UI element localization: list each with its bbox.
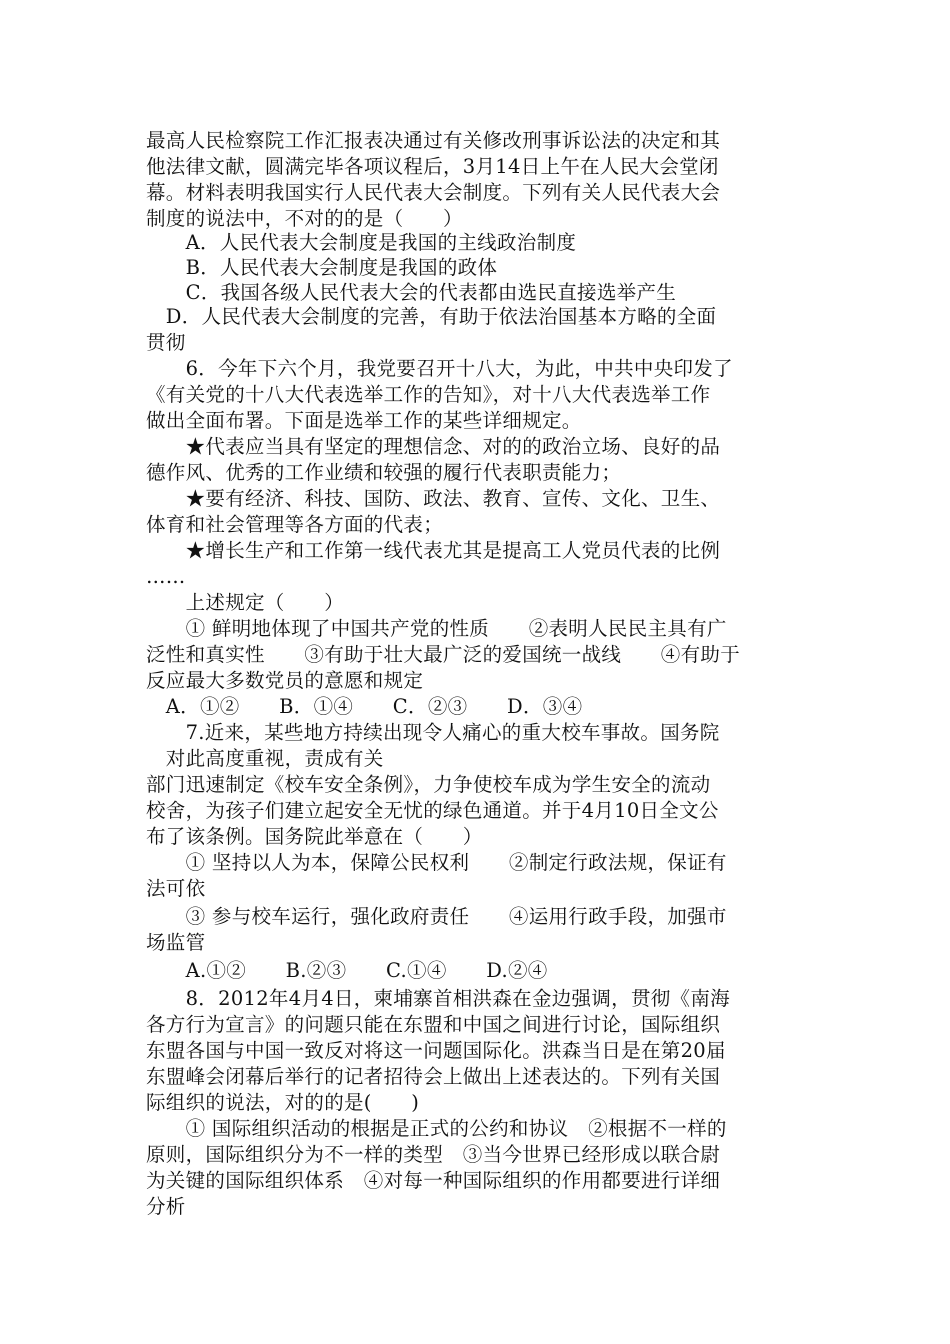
text-line: 《有关党的十八大代表选举工作的告知》，对十八大代表选举工作 [146,383,711,406]
text-line: 原则，国际组织分为不一样的类型 ③当今世界已经形成以联合尉 [146,1143,721,1166]
text-line: 反应最大多数党员的意愿和规定 [146,669,424,692]
text-line: 际组织的说法，对的的是( ) [146,1091,420,1114]
text-line: 8．2012年4月4日，柬埔寨首相洪森在金边强调，贯彻《南海 [146,987,730,1010]
text-line: 为关键的国际组织体系 ④对每一种国际组织的作用都要进行详细 [146,1169,721,1192]
text-line: 分析 [146,1195,186,1218]
text-line: ★增长生产和工作第一线代表尤其是提高工人党员代表的比例 [146,539,721,562]
text-line: 法可依 [146,877,206,900]
text-line: 做出全面布署。下面是选举工作的某些详细规定。 [146,409,582,432]
text-line: 校舍，为孩子们建立起安全无忧的绿色通道。并于4月10日全文公 [146,799,719,822]
text-line: 体育和社会管理等各方面的代表； [146,513,444,536]
text-line: 泛性和真实性 ③有助于壮大最广泛的爱国统一战线 ④有助于 [146,643,741,666]
text-line: ★代表应当具有坚定的理想信念、对的的政治立场、良好的品 [146,435,721,458]
text-line: 各方行为宣言》的问题只能在东盟和中国之间进行讨论，国际组织 [146,1013,721,1036]
text-line: A．①② B．①④ C．②③ D．③④ [146,695,583,718]
text-line: 贯彻 [146,331,186,354]
text-line: ① 坚持以人为本，保障公民权利 ②制定行政法规，保证有 [146,851,727,874]
text-line: 6．今年下六个月，我党要召开十八大，为此，中共中央印发了 [146,357,733,380]
text-line: 最高人民检察院工作汇报表决通过有关修改刑事诉讼法的决定和其 [146,129,721,152]
text-line: 场监管 [146,931,206,954]
text-line: ③ 参与校车运行，强化政府责任 ④运用行政手段，加强市 [146,905,727,928]
text-line: 上述规定（ ） [146,591,345,614]
text-line: ★要有经济、科技、国防、政法、教育、宣传、文化、卫生、 [146,487,721,510]
text-line: D．人民代表大会制度的完善，有助于依法治国基本方略的全面 [146,305,717,328]
text-line: A.①② B.②③ C.①④ D.②④ [146,959,548,982]
text-line: …… [146,565,186,588]
text-line: 布了该条例。国务院此举意在（ ） [146,825,483,848]
text-line: C．我国各级人民代表大会的代表都由选民直接选举产生 [146,281,677,304]
text-line: 对此高度重视，责成有关 [146,747,384,770]
text-line: 东盟峰会闭幕后举行的记者招待会上做出上述表达的。下列有关国 [146,1065,721,1088]
text-line: 他法律文献，圆满完毕各项议程后，3月14日上午在人民大会堂闭 [146,155,719,178]
text-line: 7.近来，某些地方持续出现令人痛心的重大校车事故。国务院 [146,721,720,744]
text-line: 东盟各国与中国一致反对将这一问题国际化。洪森当日是在第20届 [146,1039,726,1062]
text-line: 部门迅速制定《校车安全条例》，力争使校车成为学生安全的流动 [146,773,711,796]
text-line: B．人民代表大会制度是我国的政体 [146,256,498,279]
text-line: A．人民代表大会制度是我国的主线政治制度 [146,231,577,254]
text-line: ① 国际组织活动的根据是正式的公约和协议 ②根据不一样的 [146,1117,727,1140]
text-line: 制度的说法中，不对的的是（ ） [146,207,463,230]
text-line: 德作风、优秀的工作业绩和较强的履行代表职责能力； [146,461,622,484]
text-line: ① 鲜明地体现了中国共产党的性质 ②表明人民民主具有广 [146,617,727,640]
text-line: 幕。材料表明我国实行人民代表大会制度。下列有关人民代表大会 [146,181,721,204]
